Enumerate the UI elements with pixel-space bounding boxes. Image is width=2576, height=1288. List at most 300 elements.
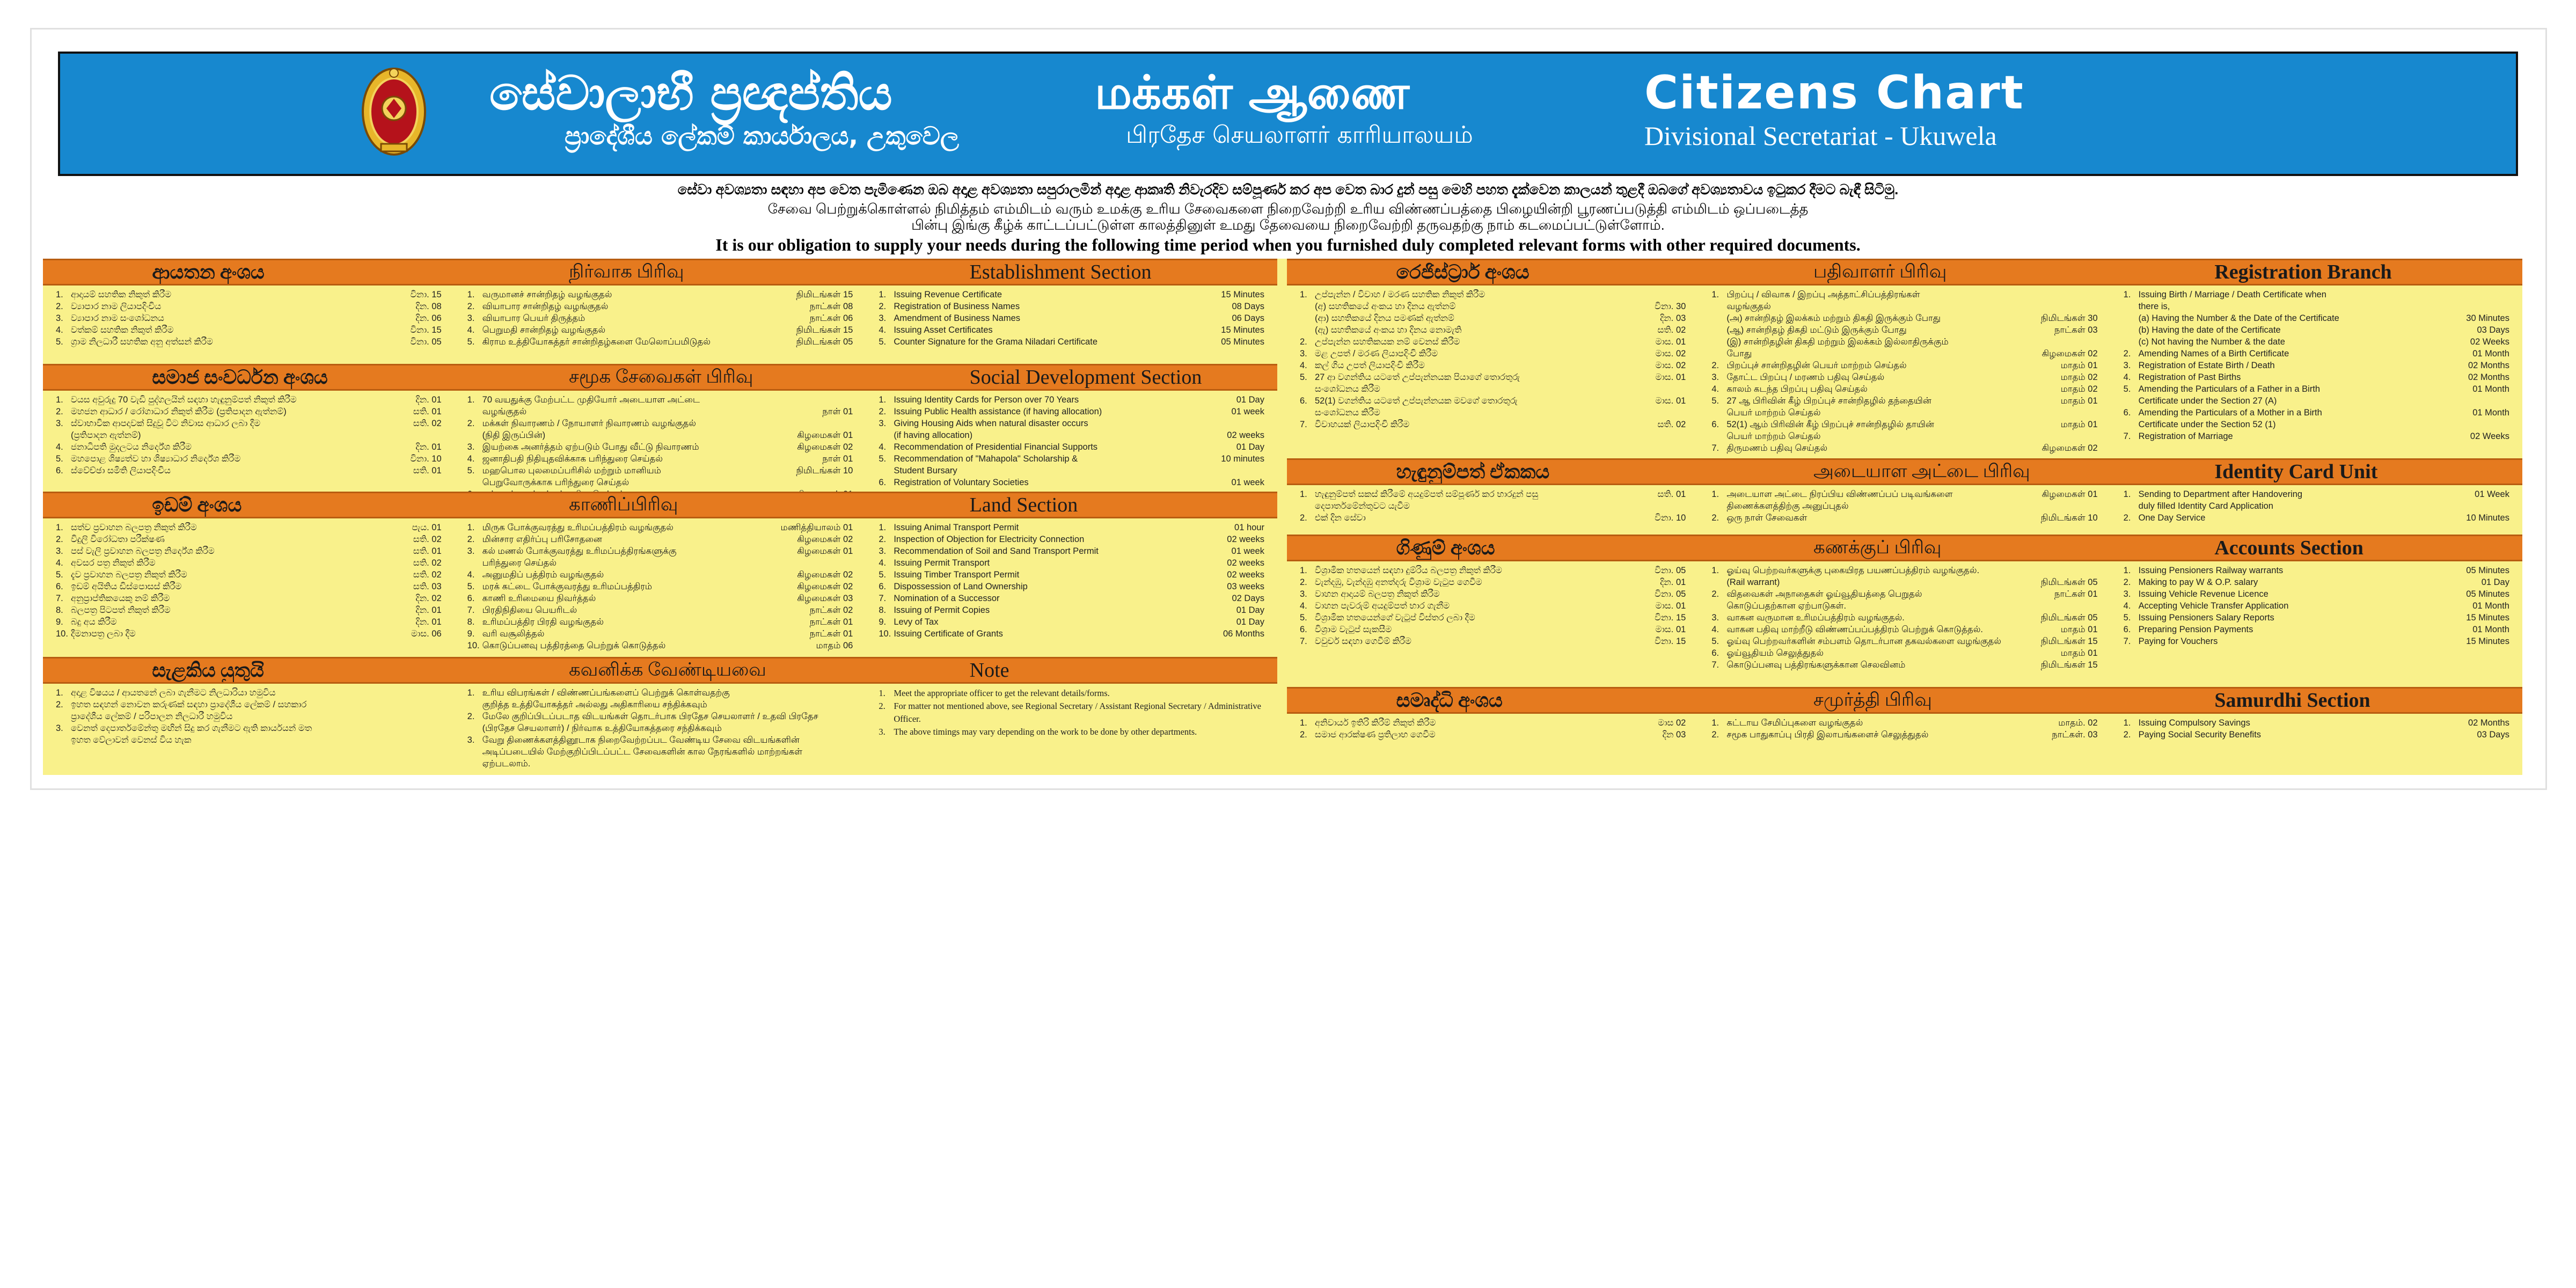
item-text: For matter not mentioned above, see Regional Secretary / Assistant Regional Secretary / Administrative Officer. <box>894 701 1261 724</box>
item-duration: විනා. 10 <box>1655 513 1686 523</box>
section-social-development-section <box>43 364 1277 492</box>
item-text: தோட்ட பிறப்பு / மரணம் பதிவு செய்தல் <box>1726 372 1885 382</box>
item-number <box>467 722 482 734</box>
item-number: 3. <box>1300 349 1307 358</box>
list-item <box>1711 512 2097 524</box>
list-item <box>467 722 853 734</box>
item-text: 70 வயதுக்கு மேற்பட்ட முதியோர் அடையாள அட்டை <box>482 395 700 405</box>
item-text: සත්ව ප්‍රවාහන බලපත්‍ර නිකුත් කිරීම <box>71 523 197 532</box>
item-text: වත්කම් සහතික නිකුත් කිරීම <box>71 325 174 335</box>
item-duration: கிழமைகள் 02 <box>797 442 853 452</box>
item-duration: மாதம் 01 <box>2060 396 2098 406</box>
item-number: 1. <box>2123 718 2131 728</box>
list-item <box>879 604 1264 616</box>
list-item <box>56 687 442 699</box>
list-item <box>1711 647 2097 659</box>
item-number: 3. <box>879 727 885 737</box>
item-number: 3. <box>56 313 63 323</box>
item-text: (අ) සහතිකයේ අංකය හා දිනය ඇත්නම් <box>1315 302 1456 311</box>
list-item <box>1711 289 2097 301</box>
item-text: එක් දින සේවා <box>1315 513 1366 523</box>
item-number <box>1300 312 1315 324</box>
list-item <box>1711 576 2097 588</box>
item-duration <box>1682 500 1686 512</box>
item-duration: දින. 01 <box>415 395 442 405</box>
item-number: 2. <box>1711 361 1719 370</box>
item-duration: நிமிடங்கள் 30 <box>2040 313 2098 323</box>
section-title-english: Samurdhi Section <box>2214 689 2370 712</box>
item-duration: நாட்கள் 06 <box>809 313 853 323</box>
item-number: 4. <box>2123 601 2131 611</box>
items-si <box>56 289 442 348</box>
section-title-sinhala: සමාජ සංවර්ධන අංශය <box>152 367 328 388</box>
item-number: 1. <box>879 688 885 698</box>
list-item <box>1300 624 1686 635</box>
item-number: 8. <box>879 605 887 615</box>
item-duration: 01 Day <box>1236 605 1264 615</box>
item-duration: 10 minutes <box>1221 454 1264 464</box>
item-number: 3. <box>467 546 475 556</box>
section-header <box>43 657 1277 684</box>
list-item <box>56 734 442 746</box>
item-number: 7. <box>1711 443 1719 453</box>
list-item <box>467 465 853 477</box>
item-text: මළ උපත් / මරණ ලියාපදිංචි කිරීම <box>1315 349 1438 358</box>
list-item <box>56 604 442 616</box>
item-text: வியாபார பெயர் திருத்தம் <box>482 313 586 323</box>
section-registration-branch <box>1287 259 2522 458</box>
item-text: பிறப்பு / விவாக / இறப்பு அத்தாட்சிப்பத்திரங்கள் <box>1726 290 1920 299</box>
item-number: 2. <box>2123 577 2131 587</box>
item-duration: கிழமைகள் 01 <box>2041 489 2098 499</box>
item-text: மின்சார எதிர்ப்பு பரிசோதனை <box>482 535 602 544</box>
list-item <box>2124 512 2509 524</box>
item-text: (b) Having the date of the Certificate <box>2138 325 2281 335</box>
item-text: அனுமதிப் பத்திரம் வழங்குதல் <box>482 570 604 580</box>
item-number: 1. <box>2123 489 2131 499</box>
item-text: திருமணம் பதிவு செய்தல் <box>1726 443 1828 453</box>
item-text: Issuing Certificate of Grants <box>894 629 1003 639</box>
item-text: Counter Signature for the Grama Niladari Certificate <box>894 337 1097 347</box>
item-duration <box>2095 289 2098 301</box>
item-text: (ප්‍රතිපාදන ඇත්නම්) <box>71 430 141 440</box>
list-item <box>879 569 1264 581</box>
item-duration: நிமிடங்கள் 05 <box>2040 577 2098 587</box>
list-item <box>467 711 853 722</box>
item-text: හැඳුනුම්පත් සකස් කිරීමේ අයදුම්පත් සම්පූර්ණ කර භාරදුන් පසු <box>1315 489 1539 499</box>
item-duration <box>2095 500 2098 512</box>
section-title-sinhala: සමෘද්ධි අංශය <box>1396 690 1503 711</box>
list-item <box>56 324 442 336</box>
item-duration: 15 Minutes <box>1221 325 1264 335</box>
item-number: 1. <box>2123 290 2131 299</box>
item-number <box>2124 301 2139 312</box>
list-item <box>56 522 442 533</box>
list-item <box>467 604 853 616</box>
item-duration: විනා. 05 <box>410 337 442 347</box>
item-duration: සති. 01 <box>1657 489 1686 499</box>
list-item <box>2124 576 2509 588</box>
list-item <box>467 557 853 569</box>
list-item <box>467 289 853 301</box>
item-text: Issuing Vehicle Revenue Licence <box>2138 589 2268 599</box>
item-duration: විනා. 05 <box>1655 566 1686 575</box>
list-item <box>879 406 1264 418</box>
list-item <box>56 465 442 477</box>
item-text: வழங்குதல் <box>482 407 527 416</box>
list-item <box>2124 624 2509 635</box>
item-text: සංශෝධනය කිරීම <box>1315 384 1380 394</box>
section-title-sinhala: ආයතන අංශය <box>152 261 265 283</box>
item-number: 6. <box>1711 420 1719 429</box>
list-item <box>1711 371 2097 383</box>
item-number <box>56 711 71 722</box>
list-item <box>1300 612 1686 624</box>
list-item <box>2124 430 2509 442</box>
item-duration <box>1682 289 1686 301</box>
item-duration: සති. 02 <box>413 558 442 568</box>
item-number: 9. <box>467 629 475 639</box>
items-ta <box>467 394 853 500</box>
item-duration: දින 03 <box>1662 730 1686 740</box>
list-item <box>2124 612 2509 624</box>
list-item <box>1711 600 2097 612</box>
item-text: Issuing Public Health assistance (if having allocation) <box>894 407 1102 416</box>
list-item <box>2124 600 2509 612</box>
item-number: 6. <box>1300 396 1307 406</box>
item-duration <box>2095 565 2098 576</box>
item-number: 5. <box>1300 372 1307 382</box>
item-duration: நாட்கள் 02 <box>809 605 853 615</box>
item-duration: 02 Weeks <box>2470 431 2509 441</box>
item-text: One Day Service <box>2138 513 2206 523</box>
item-duration: විනා. 15 <box>1655 636 1686 646</box>
item-duration: நிமிடங்கள் 05 <box>2040 613 2098 623</box>
item-duration: கிழமைகள் 01 <box>797 546 853 556</box>
item-number <box>1711 324 1726 336</box>
item-duration: 02 Months <box>2468 372 2509 382</box>
section-title-tamil: காணிப்பிரிவு <box>569 495 678 515</box>
section-header <box>43 492 1277 518</box>
section-accounts-section <box>1287 535 2522 687</box>
item-duration: நிமிடங்கள் 05 <box>796 337 853 347</box>
list-item <box>467 758 853 770</box>
item-text: அடிப்படையில் மேற்குறிப்பிடப்பட்ட சேவைகளின் கால நேரங்களில் மாற்றங்கள் <box>482 747 803 757</box>
item-number: 5. <box>879 454 887 464</box>
section-title-sinhala: රෙජිස්ට්‍රාර් අංශය <box>1396 261 1529 283</box>
list-item <box>1300 717 1686 729</box>
list-item <box>2124 500 2509 512</box>
item-text: ஓய்வு பெற்றவர்களின் சம்பளம் தொடர்பான தகவல்களை வழங்குதல் <box>1726 636 2001 646</box>
item-text: உரிமப்பத்திர பிரதி வழங்குதல் <box>482 617 604 627</box>
list-item <box>1300 301 1686 312</box>
item-number: 6. <box>2123 625 2131 634</box>
list-item <box>1711 624 2097 635</box>
item-duration: நிமிடங்கள் 10 <box>796 466 853 475</box>
item-number: 1. <box>56 290 63 299</box>
item-text: Issuing Compulsory Savings <box>2138 718 2250 728</box>
item-text: Issuing Timber Transport Permit <box>894 570 1020 580</box>
item-text: ඉඩම් අයිතිය ඩිස්පොසස් කිරීම <box>71 582 182 591</box>
item-number <box>1300 301 1315 312</box>
item-text: අවසර පත්‍ර නිකුත් කිරීම <box>71 558 156 568</box>
item-text: ඉහත වේලාවන් වෙනස් විය හැක <box>71 735 192 745</box>
item-text: வாகன வருமான உரிமப்பத்திரம் வழங்குதல். <box>1726 613 1905 623</box>
item-text: (அ) சான்றிதழ் இலக்கம் மற்றும் திகதி இருக்கும் போது <box>1726 313 1941 323</box>
item-number <box>879 465 894 477</box>
item-text: Issuing Pensioners Railway warrants <box>2138 566 2284 575</box>
item-duration: දින. 03 <box>1660 313 1686 323</box>
list-item <box>2124 324 2509 336</box>
list-item <box>1711 395 2097 407</box>
item-number: 7. <box>2123 431 2131 441</box>
list-item <box>1711 301 2097 312</box>
item-duration: 01 Day <box>1236 395 1264 405</box>
list-item <box>1711 312 2097 324</box>
item-duration: 01 hour <box>1234 523 1264 532</box>
item-text: (c) Not having the Number & the date <box>2138 337 2285 347</box>
item-text: වවුචර් සඳහා ගෙවීම් කිරීම <box>1315 636 1411 646</box>
item-number: 5. <box>467 582 475 591</box>
item-text: ග්‍රාම නිලධාරී සහතික අනු අත්සන් කිරීම <box>71 337 213 347</box>
item-text: வேறு திணைக்களத்தினூடாக நிறைவேற்றப்பட வேண்டிய சேவை விடயங்களின் <box>482 735 800 745</box>
list-item <box>1711 588 2097 600</box>
item-duration: நிமிடங்கள் 15 <box>796 290 853 299</box>
item-number: 4. <box>2123 372 2131 382</box>
item-number: 2. <box>467 535 475 544</box>
list-item <box>56 616 442 628</box>
item-duration: மாதம். 02 <box>2058 718 2098 728</box>
list-item <box>467 312 853 324</box>
section-body <box>1287 286 2522 462</box>
item-text: வரி வசூலித்தல் <box>482 629 545 639</box>
list-item <box>56 592 442 604</box>
item-text: காணி உரிமையை நிவர்த்தல் <box>482 594 596 603</box>
item-text: බලපත්‍ර පිටපත් නිකුත් කිරීම <box>71 605 171 615</box>
item-duration: 10 Minutes <box>2466 513 2509 523</box>
item-text: (Rail warrant) <box>1726 577 1780 587</box>
section-title-sinhala: ගිණුම් අංශය <box>1396 537 1495 559</box>
list-item <box>1300 407 1686 419</box>
item-duration: විනා. 30 <box>1655 302 1686 311</box>
item-duration: கிழமைகள் 02 <box>2041 443 2098 453</box>
list-item <box>879 628 1264 640</box>
item-text: (இ) சான்றிதழின் திகதி மற்றும் இலக்கம் இல்லாதிருக்கும் <box>1726 337 1949 347</box>
item-text: ප්‍රාදේශීය ලේකම් / පරිපාලන නිලධාරී හමුවිය <box>71 712 233 721</box>
item-number: 3. <box>2123 361 2131 370</box>
item-number <box>1711 576 1726 588</box>
list-item <box>2124 383 2509 395</box>
item-text: Issuing Pensioners Salary Reports <box>2138 613 2274 623</box>
list-item <box>467 301 853 312</box>
list-item <box>1300 729 1686 741</box>
item-number: 2. <box>467 712 475 721</box>
item-number <box>2124 312 2139 324</box>
item-duration: 02 weeks <box>1227 558 1264 568</box>
list-item <box>467 429 853 441</box>
item-duration <box>2095 407 2098 419</box>
section-title-english: Land Section <box>969 494 1078 516</box>
list-item <box>56 418 442 429</box>
item-number: 2. <box>1300 513 1307 523</box>
item-text: ව්‍යාපාර නාම ලියාපදිංචිය <box>71 302 162 311</box>
items-ta <box>467 687 853 770</box>
item-number: 6. <box>879 582 887 591</box>
item-number <box>56 429 71 441</box>
list-item <box>467 533 853 545</box>
item-duration <box>2506 395 2509 407</box>
item-number: 2. <box>467 419 475 428</box>
item-text: உரிய விபரங்கள் / விண்ணப்பங்களைப் பெற்றுக் கொள்வதற்கு <box>482 688 730 698</box>
item-number: 1. <box>467 523 475 532</box>
item-duration: நாட்கள் 08 <box>809 302 853 311</box>
item-text: Recommendation of Soil and Sand Transport Permit <box>894 546 1099 556</box>
item-duration: 01 Month <box>2472 349 2509 358</box>
item-duration: 02 Months <box>2468 718 2509 728</box>
item-text: විශ්‍රාමික හතයෙන් සඳහා දුම්රිය බලපත්‍ර නිකුත් කිරීම <box>1315 566 1502 575</box>
item-text: வழங்குதல் <box>1726 302 1771 311</box>
list-item <box>2124 565 2509 576</box>
list-item <box>879 533 1264 545</box>
item-text: Registration of Business Names <box>894 302 1020 311</box>
item-text: ஜனாதிபதி நிதியுதவிக்காக பரிந்துரை செய்தல் <box>482 454 663 464</box>
item-duration: 05 Minutes <box>1221 337 1264 347</box>
list-item <box>2124 289 2509 301</box>
item-duration <box>2095 430 2098 442</box>
list-item <box>1300 371 1686 383</box>
item-text: Making to pay W & O.P. salary <box>2138 577 2258 587</box>
item-text: ஓய்வூதியம் செலுத்துதல் <box>1726 648 1824 658</box>
item-number: 2. <box>56 407 63 416</box>
item-duration: மாதம் 01 <box>2060 361 2098 370</box>
item-text: குறித்த உத்தியோகத்தர் அல்லது அதிகாரியை சந்திக்கவும் <box>482 700 707 709</box>
items-si <box>56 394 442 477</box>
items-ta <box>1711 565 2097 671</box>
item-text: වාහන ආදායම් බලපත්‍ර නිකුත් කිරීම <box>1315 589 1440 599</box>
item-duration: நாட்கள் 01 <box>2054 589 2098 599</box>
item-text: ස්වාභාවික ආපදාවක් සිදුවූ විට නිවාස ආධාර ලබා දීම <box>71 419 261 428</box>
list-item <box>879 289 1264 301</box>
item-duration: 02 Weeks <box>2470 337 2509 347</box>
item-text: 27 ආ වගන්තිය යටතේ උප්පැන්නයක පියාගේ තොරතුරු <box>1315 372 1520 382</box>
list-item <box>467 687 853 699</box>
item-number: 3. <box>467 442 475 452</box>
item-text: கிராம உத்தியோகத்தர் சான்றிதழ்களை மேலொப்பமிடுதல் <box>482 337 711 347</box>
item-text: සමාජ ආරක්ෂණ ප්‍රතිලාභ ගෙවීම <box>1315 730 1436 740</box>
item-number: 4. <box>467 325 475 335</box>
item-duration: දින. 08 <box>415 302 442 311</box>
item-number <box>1300 324 1315 336</box>
item-duration <box>850 394 853 406</box>
item-text: විවාහයක් ලියාපදිංචි කිරීම <box>1315 420 1410 429</box>
item-number <box>1711 336 1726 348</box>
list-item <box>1300 500 1686 512</box>
item-number: 3. <box>56 723 63 733</box>
list-item <box>2124 348 2509 360</box>
list-item <box>56 453 442 465</box>
intro-sinhala: සේවා අවශ්‍යතා සඳහා අප වෙත පැමිණෙන ඔබ අදාළ අවශ්‍යතා සපුරාලමින් අදාළ ආකෘති නිවැරදිව සම්පූර්ණ කර අප වෙත බාර දුන් පසු මෙහි පහත දැක්වෙන කාලයන් තුළදී ඔබගේ අවශ්‍යතාවය ඉටුකර දීමට බැඳී සිටිමු. <box>677 181 1899 197</box>
item-text: 52(1) ஆம் பிரிவின் கீழ் பிறப்புச் சான்றிதழில் தாயின் <box>1726 420 1934 429</box>
item-text: විශ්‍රාමික හතයෙන්ගේ වැටුප් විස්තර ලබා දීම <box>1315 613 1475 623</box>
item-number: 1. <box>879 395 887 405</box>
section-title-sinhala: ඉඩම් අංශය <box>152 494 242 516</box>
item-text: Registration of Marriage <box>2138 431 2233 441</box>
item-number <box>1711 312 1726 324</box>
item-number: 3. <box>467 735 475 745</box>
item-number: 1. <box>56 688 63 698</box>
item-number <box>467 429 482 441</box>
item-duration: විනා. 05 <box>1655 589 1686 599</box>
list-item <box>56 301 442 312</box>
list-item <box>879 592 1264 604</box>
list-item <box>56 312 442 324</box>
item-number <box>56 734 71 746</box>
item-number: 1. <box>467 395 475 405</box>
item-text: Issuing Revenue Certificate <box>894 290 1002 299</box>
list-item <box>1711 717 2097 729</box>
list-item <box>467 746 853 758</box>
list-item <box>879 301 1264 312</box>
item-text: The above timings may vary depending on the work to be done by other departments. <box>894 727 1197 737</box>
item-duration <box>1261 418 1264 429</box>
item-duration: 01 week <box>1231 407 1264 416</box>
item-duration: மாதம் 02 <box>2060 384 2098 394</box>
items-en <box>2124 488 2509 524</box>
item-text: දැව ප්‍රවාහන බලපත්‍ර නිකුත් කිරීම <box>71 570 187 580</box>
item-duration <box>1682 407 1686 419</box>
item-duration: සති. 01 <box>413 407 442 416</box>
item-number: 7. <box>879 594 887 603</box>
item-text: Amending the Particulars of a Mother in a Birth <box>2138 408 2322 418</box>
item-text: பெயர் மாற்றம் செய்தல் <box>1726 431 1821 441</box>
item-duration: கிழமைகள் 01 <box>797 430 853 440</box>
section-header <box>1287 259 2522 286</box>
list-item <box>879 418 1264 429</box>
item-duration: மணித்தியாலம் 01 <box>780 523 853 532</box>
item-number <box>2124 419 2139 430</box>
item-duration: நாட்கள் 01 <box>809 617 853 627</box>
list-item <box>879 394 1264 406</box>
item-number: 5. <box>2123 384 2131 394</box>
list-item <box>879 557 1264 569</box>
item-number: 2. <box>56 535 63 544</box>
item-text: மேலே குறிப்பிடப்படாத விடயங்கள் தொடர்பாக பிரதேச செயலாளர் / உதவி பிரதேச <box>482 712 818 721</box>
items-si <box>1300 289 1686 430</box>
item-number: 5. <box>56 337 63 347</box>
section-body <box>1287 714 2522 778</box>
item-number: 2. <box>1300 337 1307 347</box>
intro-tamil-2: பின்பு இங்கு கீழ்க் காட்டப்பட்டுள்ள காலத்தினுள் உமது தேவையை நிறைவேற்றி தருவதற்கு நாம் கடமைப்பட்டுள்ளோம். <box>911 217 1665 233</box>
item-number: 9. <box>879 617 887 627</box>
item-number <box>1300 500 1315 512</box>
item-number: 2. <box>56 700 63 709</box>
item-number: 9. <box>56 617 63 627</box>
item-duration: 01 Month <box>2472 384 2509 394</box>
item-number <box>2124 324 2139 336</box>
list-item <box>1300 395 1686 407</box>
section-header <box>1287 458 2522 485</box>
item-duration <box>2095 336 2098 348</box>
item-text: பெறுமதி சான்றிதழ் வழங்குதல் <box>482 325 606 335</box>
item-duration: මාස. 01 <box>1655 396 1686 406</box>
section-body <box>1287 485 2522 538</box>
item-text: காலம் கடந்த பிறப்பு பதிவு செய்தல் <box>1726 384 1868 394</box>
item-text: Issuing Birth / Marriage / Death Certificate when <box>2138 290 2326 299</box>
item-duration: 15 Minutes <box>1221 290 1264 299</box>
list-item <box>467 640 853 652</box>
item-number: 4. <box>879 558 887 568</box>
item-text: Paying Social Security Benefits <box>2138 730 2262 740</box>
